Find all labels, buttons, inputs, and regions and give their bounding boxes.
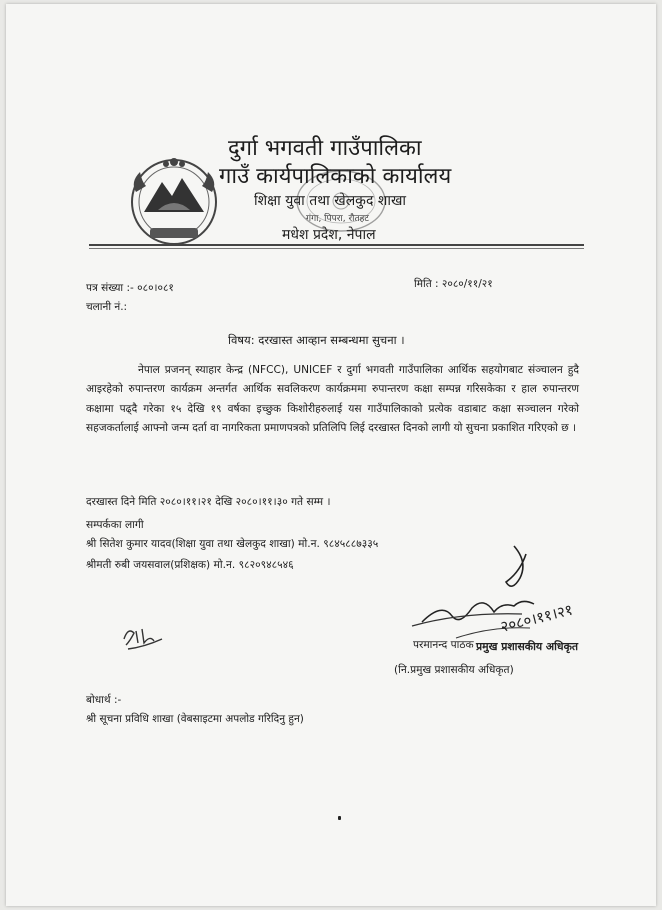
letter-subject: विषय: दरखास्त आव्हान सम्बन्धमा सुचना । bbox=[228, 333, 405, 347]
cc-heading: बोधार्थ :- bbox=[86, 694, 122, 706]
officer-signature-icon bbox=[402, 542, 602, 652]
contact-person-1: श्री सितेश कुमार यादव(शिक्षा युवा तथा खेलकुद शाखा) मो.न. ९८४५८८७३३५ bbox=[86, 538, 379, 550]
header-divider bbox=[89, 244, 584, 246]
letter-date: मिति : २०८०/११/२१ bbox=[414, 278, 493, 290]
application-deadline: दरखास्त दिने मिति २०८०।११।२१ देखि २०८०।११।३० गते सम्म । bbox=[86, 496, 331, 508]
letter-page bbox=[6, 4, 656, 906]
contact-heading: सम्पर्कका लागी bbox=[86, 519, 144, 531]
officer-name: परमानन्द पाठक bbox=[413, 639, 474, 651]
branch-name: शिक्षा युवा तथा खेलकुद शाखा bbox=[254, 193, 407, 209]
officer-title-stamp: प्रमुख प्रशासकीय अधिकृत bbox=[476, 640, 579, 653]
ink-spot bbox=[338, 816, 341, 820]
province-name: मधेश प्रदेश, नेपाल bbox=[282, 227, 376, 243]
municipality-name: दुर्गा भगवती गाउँपालिका bbox=[228, 136, 422, 161]
contact-person-2: श्रीमती रुबी जयसवाल(प्रशिक्षक) मो.न. ९८२०९४८५४६ bbox=[86, 559, 294, 571]
reference-number: पत्र संख्या :- ०८०।०८१ bbox=[86, 282, 174, 294]
officer-title: (नि.प्रमुख प्रशासकीय अधिकृत) bbox=[394, 664, 514, 676]
challani-number: चलानी नं.: bbox=[86, 301, 128, 313]
letter-body: नेपाल प्रजनन् स्याहार केन्द्र (NFCC), UNICEF र दुर्गा भगवती गाउँपालिका आर्थिक सहयोगबाट संञ्चालन हुदै आइरहेको रुपान्तरण कार्यक्रम अन्तर्गत आर्थिक सवलिकरण कार्यक्रममा रुपान्तरण कक्षा सम्पन्न गरिसकेका र हाल रुपान्तरण कक्षामा पढ्दै गरेका १५ देखि १९ वर्षका इच्छुक किशोरीहरुलाई यस गाउँपालिकाको प्रत्येक वडाबाट कक्षा सञ्चालन गरेको सहजकर्तालाई आफ्नो जन्म दर्ता वा नागरिकता प्रमाणपत्रको प्रतिलिपि लिई दरखास्त दिनको लागी यो सुचना प्रकाशित गरिएको छ । bbox=[86, 364, 579, 435]
location-small: गंगा, पिपरा, रौतहट bbox=[306, 214, 369, 224]
signature-date: २०८०।११।२१ bbox=[498, 600, 575, 636]
cc-item: श्री सूचना प्रविधि शाखा (वेबसाइटमा अपलोड गरिदिनु हुन) bbox=[86, 713, 304, 725]
header-divider-thin bbox=[89, 248, 584, 249]
initials-signature-icon bbox=[118, 619, 170, 653]
office-name: गाउँ कार्यपालिकाको कार्यालय bbox=[219, 164, 452, 189]
nepal-emblem-icon bbox=[124, 152, 224, 248]
